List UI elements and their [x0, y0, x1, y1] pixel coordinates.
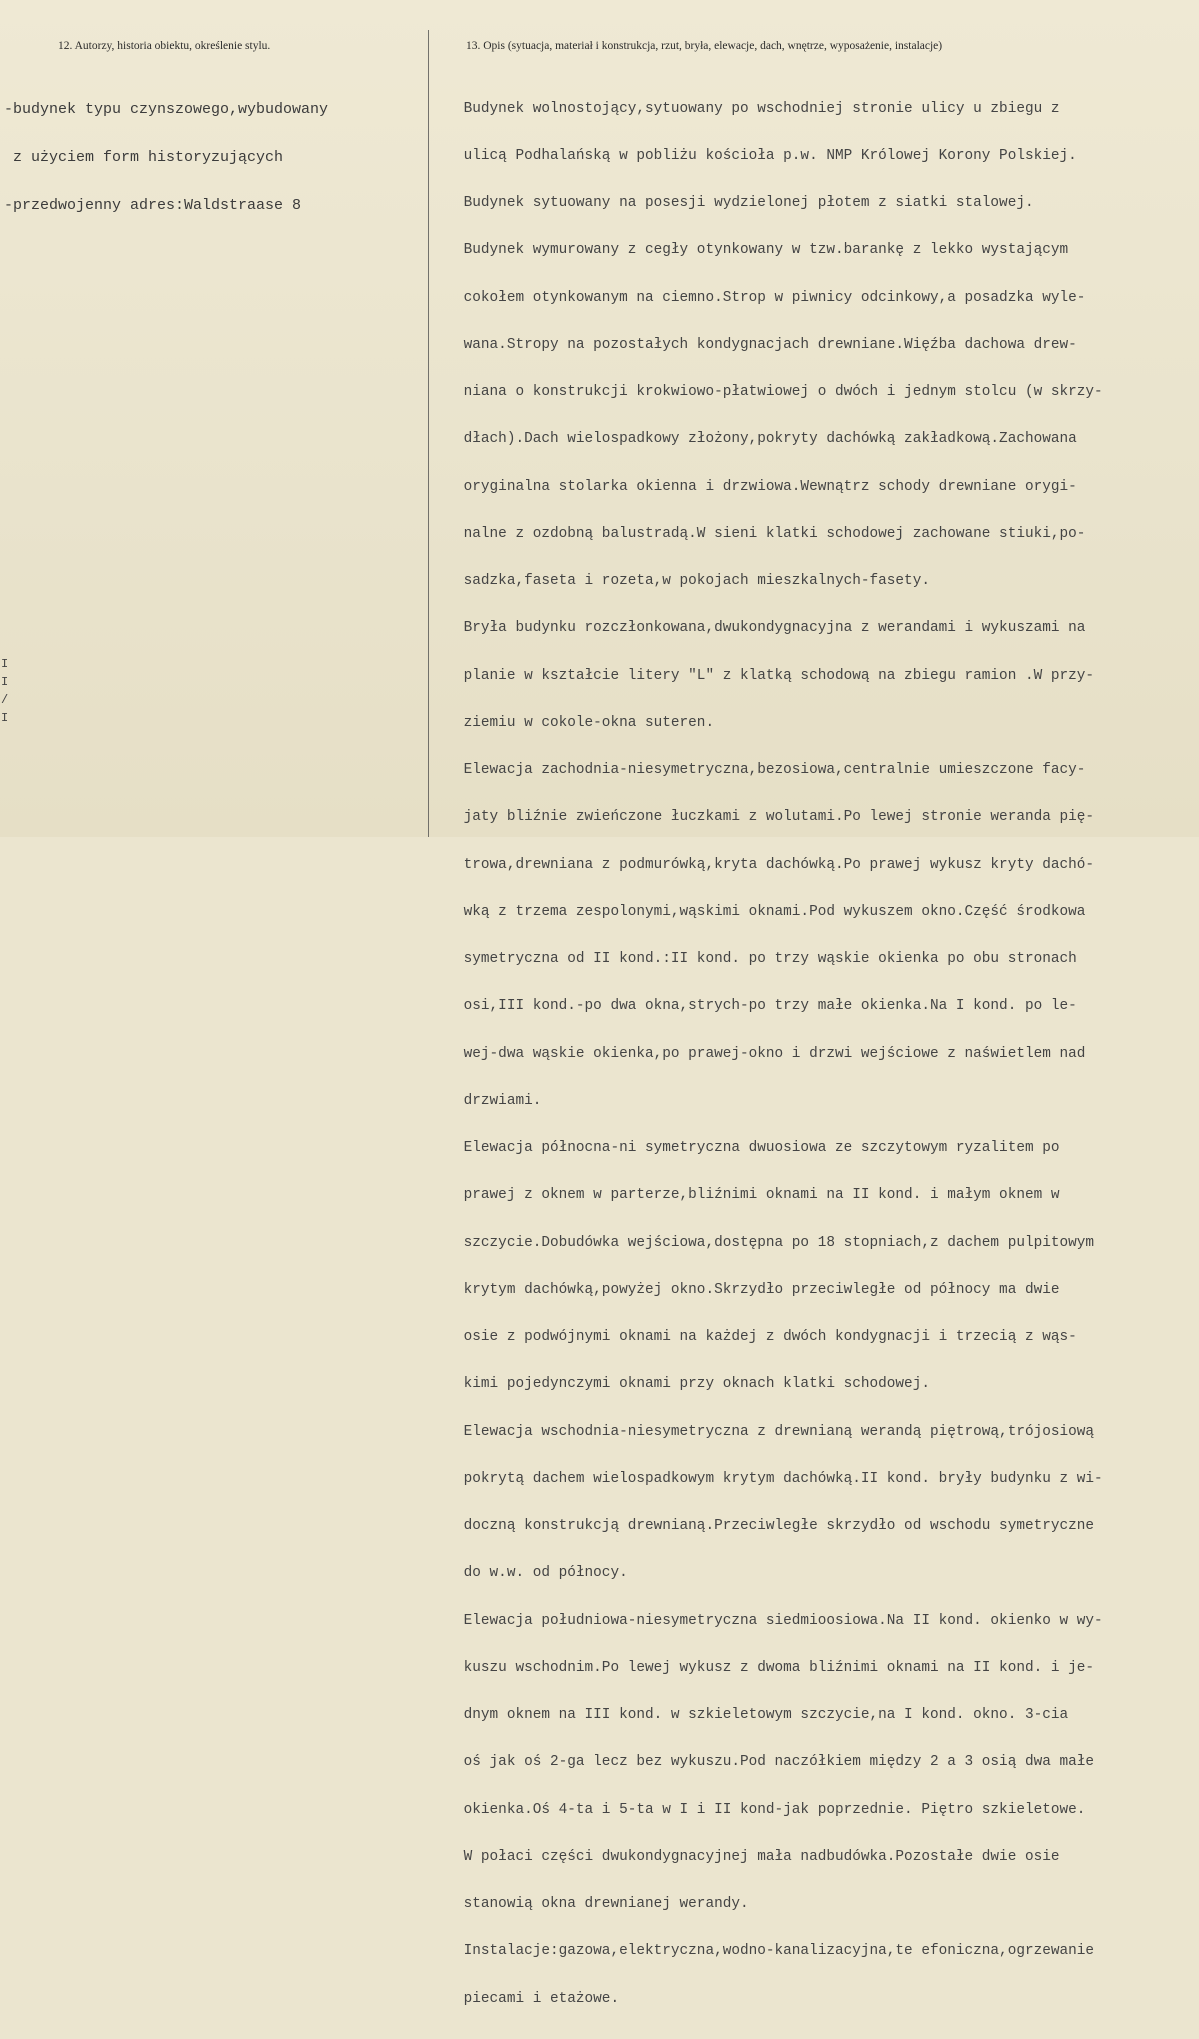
text-line: niana o konstrukcji krokwiowo-płatwiowej o dwóch i jednym stolcu (w skrzy-: [455, 384, 1103, 400]
section-13-header: 13. Opis (sytuacja, materiał i konstrukcja, rzut, bryła, elewacje, dach, wnętrze, wyposażenie, instalacje): [466, 40, 943, 52]
text-line: symetryczna od II kond.:II kond. po trzy wąskie okienka po obu stronach: [455, 951, 1077, 967]
text-line: Elewacja północna-ni symetryczna dwuosiowa ze szczytowym ryzalitem po: [455, 1140, 1060, 1156]
description-text: [455, 70, 1190, 2039]
text-line: trowa,drewniana z podmurówką,kryta dachówką.Po prawej wykusz kryty dachó-: [455, 856, 1095, 873]
text-line: cokołem otynkowanym na ciemno.Strop w piwnicy odcinkowy,a posadzka wyle-: [455, 289, 1086, 306]
text-line: doczną konstrukcją drewnianą.Przeciwległe skrzydło od wschodu symetryczne: [455, 1518, 1095, 1534]
margin-mark: /: [1, 693, 9, 707]
margin-marks: [1, 655, 8, 727]
text-line: wana.Stropy na pozostałych kondygnacjach drewniane.Więźba dachowa drew-: [455, 336, 1077, 353]
section-12-header: 12. Autorzy, historia obiektu, określenie stylu.: [58, 40, 271, 52]
text-line: pokrytą dachem wielospadkowym krytym dachówką.II kond. bryły budynku z wi-: [455, 1470, 1103, 1487]
text-line: wką z trzema zespolonymi,wąskimi oknami.Pod wykuszem okno.Część środkowa: [455, 903, 1086, 920]
text-line: drzwiami.: [455, 1092, 542, 1109]
text-line: osie z podwójnymi oknami na każdej z dwóch kondygnacji i trzecią z wąs-: [455, 1329, 1077, 1345]
text-line: Elewacja wschodnia-niesymetryczna z drewnianą werandą piętrową,trójosiową: [455, 1423, 1095, 1440]
text-line: dnym oknem na III kond. w szkieletowym szczycie,na I kond. okno. 3-cia: [455, 1707, 1069, 1723]
text-line: Elewacja zachodnia-niesymetryczna,bezosiowa,centralnie umieszczone facy-: [455, 762, 1086, 778]
text-line: osi,III kond.-po dwa okna,strych-po trzy małe okienka.Na I kond. po le-: [455, 998, 1077, 1015]
text-line: Budynek wolnostojący,sytuowany po wschodniej stronie ulicy u zbiegu z: [455, 100, 1060, 117]
text-line: kuszu wschodnim.Po lewej wykusz z dwoma bliźnimi oknami na II kond. i je-: [455, 1659, 1095, 1676]
text-line: -budynek typu czynszowego,wybudowany: [4, 101, 329, 118]
text-line: do w.w. od północy.: [455, 1565, 628, 1582]
text-line: nalne z ozdobną balustradą.W sieni klatki schodowej zachowane stiuki,po-: [455, 525, 1086, 542]
margin-mark: I: [1, 711, 9, 725]
text-line: oryginalna stolarka okienna i drzwiowa.Wewnątrz schody drewniane orygi-: [455, 478, 1077, 495]
text-line: oś jak oś 2-ga lecz bez wykuszu.Pod naczółkiem między 2 a 3 osią dwa małe: [455, 1754, 1095, 1771]
text-line: sadzka,faseta i rozeta,w pokojach mieszkalnych-fasety.: [455, 573, 930, 589]
text-line: Budynek wymurowany z cegły otynkowany w tzw.barankę z lekko wystającym: [455, 242, 1069, 259]
text-line: -przedwojenny adres:Waldstraase 8: [4, 197, 302, 214]
text-line: z użyciem form historyzujących: [4, 149, 284, 166]
margin-mark: I: [1, 675, 9, 689]
text-line: ulicą Podhalańską w pobliżu kościoła p.w. NMP Królowej Korony Polskiej.: [455, 147, 1077, 164]
text-line: wej-dwa wąskie okienka,po prawej-okno i drzwi wejściowe z naświetlem nad: [455, 1045, 1086, 1062]
text-line: stanowią okna drewnianej werandy.: [455, 1896, 749, 1912]
text-line: jaty bliźnie zwieńczone łuczkami z wolutami.Po lewej stronie weranda pię-: [455, 809, 1095, 826]
text-line: krytym dachówką,powyżej okno.Skrzydło przeciwległe od północy ma dwie: [455, 1281, 1060, 1298]
margin-mark: I: [1, 657, 9, 671]
text-line: W połaci części dwukondygnacyjnej mała nadbudówka.Pozostałe dwie osie: [455, 1848, 1060, 1865]
text-line: szczycie.Dobudówka wejściowa,dostępna po 18 stopniach,z dachem pulpitowym: [455, 1234, 1095, 1251]
authors-history-text: [4, 70, 414, 246]
text-line: okienka.Oś 4-ta i 5-ta w I i II kond-jak poprzednie. Piętro szkieletowe.: [455, 1801, 1086, 1818]
text-line: dłach).Dach wielospadkowy złożony,pokryty dachówką zakładkową.Zachowana: [455, 431, 1077, 448]
text-line: Elewacja południowa-niesymetryczna siedmioosiowa.Na II kond. okienko w wy-: [455, 1612, 1103, 1629]
text-line: Bryła budynku rozczłonkowana,dwukondygnacyjna z werandami i wykuszami na: [455, 620, 1086, 637]
column-divider: [428, 30, 429, 837]
text-line: piecami i etażowe.: [455, 1990, 620, 2007]
text-line: ziemiu w cokole-okna suteren.: [455, 714, 715, 731]
text-line: prawej z oknem w parterze,bliźnimi oknami na II kond. i małym oknem w: [455, 1187, 1060, 1204]
text-line: Instalacje:gazowa,elektryczna,wodno-kanalizacyjna,te efoniczna,ogrzewanie: [455, 1943, 1095, 1960]
text-line: kimi pojedynczymi oknami przy oknach klatki schodowej.: [455, 1376, 930, 1393]
text-line: Budynek sytuowany na posesji wydzielonej płotem z siatki stalowej.: [455, 195, 1034, 211]
text-line: planie w kształcie litery "L" z klatką schodową na zbiegu ramion .W przy-: [455, 667, 1095, 684]
